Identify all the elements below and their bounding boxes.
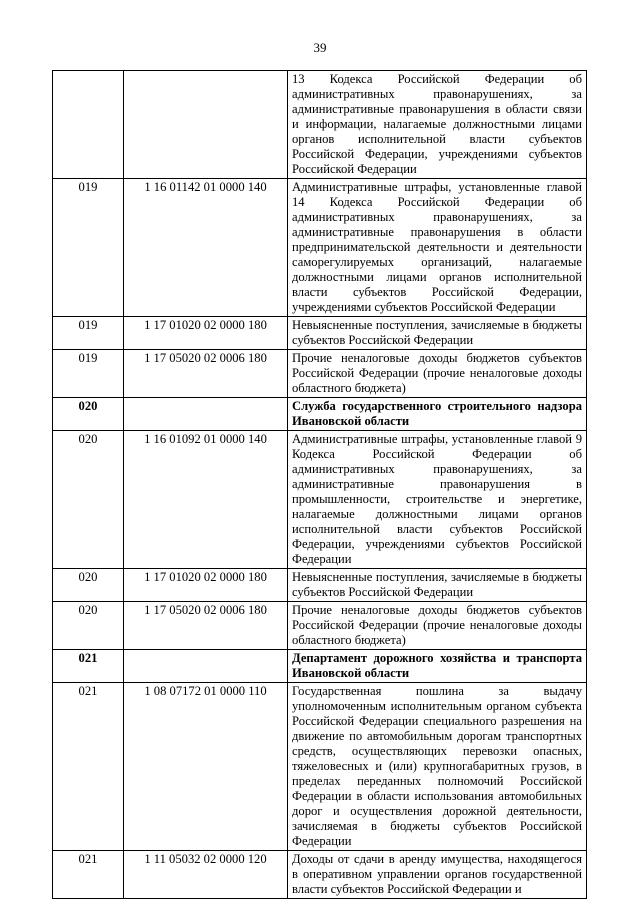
admin-code-cell: 021 (53, 851, 124, 899)
description-text: Прочие неналоговые доходы бюджетов субъектов Российской Федерации (прочие неналоговые доходы областного бюджета) (292, 603, 582, 647)
budget-code-cell (124, 398, 288, 431)
description-text: Доходы от сдачи в аренду имущества, находящегося в оперативном управлении органов государственной власти субъектов Российской Федерации и (292, 852, 582, 896)
description-text: Департамент дорожного хозяйства и транспорта Ивановской области (292, 651, 582, 680)
description-text: Административные штрафы, установленные главой 9 Кодекса Российской Федерации об административных правонарушениях, за административные правонарушения в промышленности, строительстве и энергетике, налагаемые должностными лицами органов исполнительной власти субъектов Российской Федерации, учреждениями субъектов Российской Федерации (292, 432, 582, 566)
admin-code-cell: 020 (53, 569, 124, 602)
description-text: Административные штрафы, установленные главой 14 Кодекса Российской Федерации об административных правонарушениях, за административные правонарушения в области предпринимательской деятельности и деятельности саморегулируемых организаций, налагаемые должностными лицами органов исполнительной власти субъектов Российской Федерации, учреждениями субъектов Российской Федерации (292, 180, 582, 314)
table-row (53, 683, 587, 851)
description-text: 13 Кодекса Российской Федерации об административных правонарушениях, за административные правонарушения в области связи и информации, налагаемые должностными лицами органов исполнительной власти субъектов Российской Федерации, учреждениями субъектов Российской Федерации (292, 72, 582, 176)
budget-code-cell: 1 16 01142 01 0000 140 (124, 179, 288, 317)
budget-code-cell (124, 650, 288, 683)
table-row (53, 851, 587, 899)
description-text: Невыясненные поступления, зачисляемые в бюджеты субъектов Российской Федерации (292, 570, 582, 599)
admin-code-cell: 019 (53, 317, 124, 350)
admin-code-cell: 021 (53, 650, 124, 683)
admin-code-cell: 019 (53, 350, 124, 398)
budget-code-cell (124, 71, 288, 179)
admin-code-cell (53, 71, 124, 179)
description-cell (288, 350, 587, 398)
description-cell (288, 179, 587, 317)
description-cell (288, 650, 587, 683)
page-number: 39 (313, 40, 327, 55)
section-header-row (53, 398, 587, 431)
budget-code-cell: 1 17 05020 02 0006 180 (124, 350, 288, 398)
budget-code-cell: 1 11 05032 02 0000 120 (124, 851, 288, 899)
admin-code-cell: 020 (53, 398, 124, 431)
description-cell (288, 398, 587, 431)
budget-code-cell: 1 16 01092 01 0000 140 (124, 431, 288, 569)
description-text: Прочие неналоговые доходы бюджетов субъектов Российской Федерации (прочие неналоговые доходы областного бюджета) (292, 351, 582, 395)
admin-code-cell: 020 (53, 431, 124, 569)
table-body (53, 71, 587, 899)
description-cell (288, 683, 587, 851)
section-header-row (53, 650, 587, 683)
table-row (53, 602, 587, 650)
description-text: Невыясненные поступления, зачисляемые в бюджеты субъектов Российской Федерации (292, 318, 582, 347)
description-cell (288, 851, 587, 899)
description-text: Служба государственного строительного надзора Ивановской области (292, 399, 582, 428)
table-row (53, 71, 587, 179)
budget-code-cell: 1 08 07172 01 0000 110 (124, 683, 288, 851)
budget-code-cell: 1 17 01020 02 0000 180 (124, 317, 288, 350)
admin-code-cell: 019 (53, 179, 124, 317)
description-cell (288, 569, 587, 602)
description-cell (288, 431, 587, 569)
table-row (53, 431, 587, 569)
table-row (53, 317, 587, 350)
table-row (53, 569, 587, 602)
table-row (53, 350, 587, 398)
description-text: Государственная пошлина за выдачу уполномоченным исполнительным органом субъекта Российской Федерации специального разрешения на движение по автомобильным дорогам транспортных средств, осуществляющих перевозки опасных, тяжеловесных и (или) крупногабаритных грузов, в пределах переданных полномочий Российской Федерации в области использования автомобильных дорог и осуществления дорожной деятельности, зачисляемая в бюджеты субъектов Российской Федерации (292, 684, 582, 848)
description-cell (288, 317, 587, 350)
budget-code-cell: 1 17 01020 02 0000 180 (124, 569, 288, 602)
table-row (53, 179, 587, 317)
budget-classification-table (52, 70, 587, 899)
description-cell (288, 71, 587, 179)
budget-code-cell: 1 17 05020 02 0006 180 (124, 602, 288, 650)
admin-code-cell: 020 (53, 602, 124, 650)
admin-code-cell: 021 (53, 683, 124, 851)
description-cell (288, 602, 587, 650)
